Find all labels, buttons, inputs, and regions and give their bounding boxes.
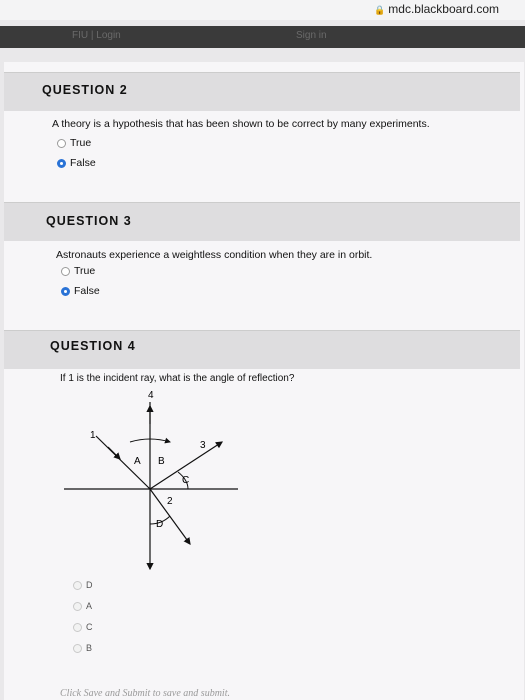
label-ray-2: 2 [167, 496, 173, 507]
question-4-text: If 1 is the incident ray, what is the angle of reflection? [60, 373, 295, 384]
question-3-text: Astronauts experience a weightless condition when they are in orbit. [56, 249, 373, 261]
radio-button-selected[interactable] [61, 287, 70, 296]
question-3-title: QUESTION 3 [46, 214, 132, 228]
radio-button[interactable] [57, 139, 66, 148]
url-text: 🔒 mdc.blackboard.com [374, 2, 499, 16]
option-label: B [86, 643, 93, 653]
option-label: True [74, 265, 96, 277]
browser-address-bar[interactable] [0, 0, 525, 20]
option-label: A [86, 601, 93, 611]
lock-icon: 🔒 [374, 5, 386, 15]
radio-button[interactable] [73, 623, 82, 632]
q3-option-false[interactable] [61, 285, 100, 297]
option-label: True [70, 137, 92, 149]
q3-option-true[interactable] [61, 265, 95, 277]
q4-option-b[interactable] [73, 643, 92, 653]
q2-option-true[interactable] [57, 137, 91, 149]
q4-option-c[interactable] [73, 622, 93, 632]
radio-button[interactable] [73, 644, 82, 653]
option-label: C [86, 622, 93, 632]
nav-sign-in-link[interactable]: Sign in [296, 30, 327, 41]
label-ray-3: 3 [200, 440, 206, 451]
q4-option-a[interactable] [73, 601, 92, 611]
radio-button[interactable] [61, 267, 70, 276]
option-label: False [74, 285, 100, 297]
label-angle-c: C [182, 475, 190, 486]
site-navbar [0, 26, 525, 48]
radio-button[interactable] [73, 602, 82, 611]
question-4-title: QUESTION 4 [50, 339, 136, 353]
label-angle-a: A [134, 456, 141, 467]
ray-1 [96, 436, 150, 489]
label-angle-d: D [156, 519, 164, 530]
label-ray-1: 1 [90, 430, 96, 441]
label-angle-b: B [158, 456, 165, 467]
question-2-title: QUESTION 2 [42, 83, 128, 97]
q2-option-false[interactable] [57, 157, 96, 169]
ray-1-arrow [108, 447, 120, 459]
q4-option-d[interactable] [73, 580, 93, 590]
option-label: D [86, 580, 93, 590]
nav-login-link[interactable]: FIU | Login [72, 30, 121, 41]
option-label: False [70, 157, 96, 169]
reflection-diagram [50, 384, 250, 579]
save-submit-instruction: Click Save and Submit to save and submit. [60, 688, 230, 699]
radio-button-selected[interactable] [57, 159, 66, 168]
radio-button[interactable] [73, 581, 82, 590]
label-ray-4: 4 [148, 390, 154, 401]
question-2-text: A theory is a hypothesis that has been shown to be correct by many experiments. [52, 118, 430, 130]
